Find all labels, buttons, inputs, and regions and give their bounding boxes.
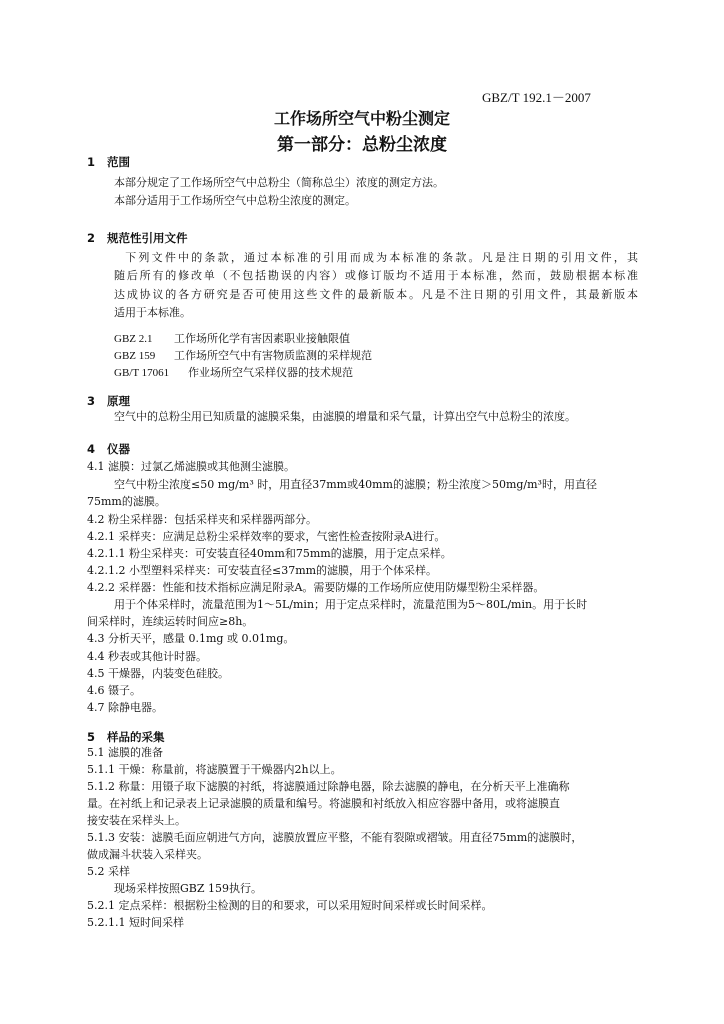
clause-4-3: 4.3 分析天平，感量 0.1mg 或 0.01mg。: [87, 632, 295, 645]
section-2-paragraph-line: 达成协议的各方研究是否可使用这些文件的最新版本。凡是不注日期的引用文件，其最新版本: [114, 288, 638, 301]
section-number: 2: [87, 231, 96, 245]
clause-5-1-3: 5.1.3 安装：滤膜毛面应朝进气方向，滤膜放置应平整，不能有裂隙或褶皱。用直径75mm的滤膜时，: [87, 831, 583, 844]
clause-5-1-1: 5.1.1 干燥：称量前，将滤膜置于干燥器内2h以上。: [87, 763, 342, 776]
section-3-heading: [87, 394, 130, 408]
section-1-heading: [87, 155, 130, 169]
section-number: 5: [87, 730, 96, 744]
clause-text: 75mm的滤膜。: [87, 495, 166, 508]
section-1-paragraph: 本部分规定了工作场所空气中总粉尘（简称总尘）浓度的测定方法。: [114, 176, 444, 189]
clause-4-2-1-2: 4.2.1.2 小型塑料采样夹：可安装直径≤37mm的滤膜，用于个体采样。: [87, 564, 438, 577]
clause-text: 量。在衬纸上和记录表上记录滤膜的质量和编号。将滤膜和衬纸放入相应容器中备用，或将滤膜直: [87, 797, 560, 810]
clause-4-4: 4.4 秒表或其他计时器。: [87, 650, 207, 663]
clause-4-5: 4.5 干燥器，内装变色硅胶。: [87, 667, 229, 680]
clause-5-2: 5.2 采样: [87, 865, 130, 878]
clause-4-7: 4.7 除静电器。: [87, 701, 163, 714]
reference-title: 工作场所化学有害因素职业接触限值: [174, 332, 350, 345]
reference-code: GBZ 159: [114, 350, 156, 362]
clause-4-2: 4.2 粉尘采样器：包括采样夹和采样器两部分。: [87, 513, 317, 526]
section-2-paragraph-line: 下列文件中的条款，通过本标准的引用而成为本标准的条款。凡是注日期的引用文件，其: [123, 251, 638, 264]
clause-4-1: 4.1 滤膜：过氯乙烯滤膜或其他测尘滤膜。: [87, 460, 295, 473]
section-title: 原理: [107, 394, 131, 408]
clause-text: 间采样时，连续运转时间应≥8h。: [87, 615, 254, 628]
clause-4-2-1-1: 4.2.1.1 粉尘采样夹：可安装直径40mm和75mm的滤膜，用于定点采样。: [87, 547, 452, 560]
clause-5-2-1-1: 5.2.1.1 短时间采样: [87, 916, 184, 929]
document-subtitle: 第一部分：总粉尘浓度: [277, 135, 447, 155]
clause-5-1-2: 5.1.2 称量：用镊子取下滤膜的衬纸，将滤膜通过除静电器，除去滤膜的静电，在分析天平上准确称: [87, 780, 570, 793]
clause-text: 现场采样按照GBZ 159执行。: [114, 882, 263, 895]
reference-item: [114, 332, 350, 346]
section-title: 样品的采集: [107, 730, 165, 744]
reference-item: [114, 366, 353, 380]
section-number: 4: [87, 442, 96, 456]
section-number: 1: [87, 155, 96, 169]
clause-text: 做成漏斗状装入采样夹。: [87, 848, 208, 861]
clause-4-2-2: 4.2.2 采样器：性能和技术指标应满足附录A。需要防爆的工作场所应使用防爆型粉尘采样器。: [87, 581, 545, 594]
section-number: 3: [87, 394, 96, 408]
reference-title: 作业场所空气采样仪器的技术规范: [188, 366, 353, 379]
section-2-paragraph-line: 适用于本标准。: [114, 306, 191, 319]
clause-5-1: 5.1 滤膜的准备: [87, 746, 163, 759]
clause-text: 空气中粉尘浓度≤50 mg/m³ 时，用直径37mm或40mm的滤膜；粉尘浓度＞50mg/m³时，用直径: [114, 478, 597, 491]
section-2-paragraph-line: 随后所有的修改单（不包括勘误的内容）或修订版均不适用于本标准，然而，鼓励根据本标准: [114, 269, 638, 282]
section-3-paragraph: 空气中的总粉尘用已知质量的滤膜采集，由滤膜的增量和采气量，计算出空气中总粉尘的浓度。: [114, 410, 576, 423]
section-2-heading: [87, 231, 188, 245]
clause-text: 接安装在采样头上。: [87, 814, 186, 827]
clause-text: 用于个体采样时，流量范围为1～5L/min；用于定点采样时，流量范围为5～80L/min。用于长时: [114, 598, 588, 611]
standard-number: GBZ/T 192.1－2007: [482, 90, 591, 105]
clause-4-6: 4.6 镊子。: [87, 684, 141, 697]
section-5-heading: [87, 730, 165, 744]
reference-code: GB/T 17061: [114, 367, 170, 379]
clause-4-2-1: 4.2.1 采样夹：应满足总粉尘采样效率的要求，气密性检查按附录A进行。: [87, 530, 446, 543]
document-title: 工作场所空气中粉尘测定: [273, 109, 450, 128]
section-title: 仪器: [107, 442, 131, 456]
section-title: 范围: [107, 155, 131, 169]
section-4-heading: [87, 442, 130, 456]
reference-item: [114, 349, 372, 363]
reference-code: GBZ 2.1: [114, 333, 153, 345]
section-1-paragraph: 本部分适用于工作场所空气中总粉尘浓度的测定。: [114, 194, 356, 207]
clause-5-2-1: 5.2.1 定点采样：根据粉尘检测的目的和要求，可以采用短时间采样或长时间采样。: [87, 899, 493, 912]
section-title: 规范性引用文件: [107, 231, 188, 245]
reference-title: 工作场所空气中有害物质监测的采样规范: [174, 349, 372, 362]
